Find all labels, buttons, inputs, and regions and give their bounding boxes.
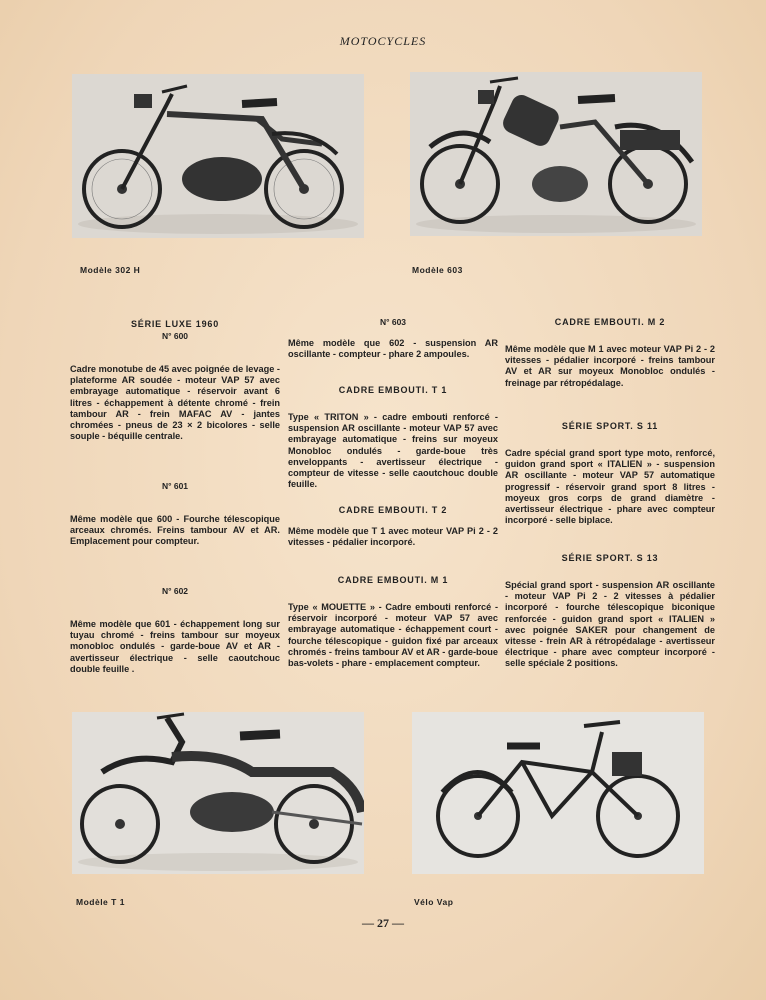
n603-description: Même modèle que 602 - suspension AR oscillante - compteur - phare 2 ampoules.	[288, 338, 498, 360]
serie-luxe-title: SÉRIE LUXE 1960	[130, 319, 220, 329]
section-t1	[288, 384, 498, 490]
photo-modele-t1	[72, 712, 364, 874]
photo-modele-302h	[72, 74, 364, 238]
section-n603	[288, 316, 498, 360]
n602-label: N° 602	[161, 586, 189, 596]
page-number: — 27 —	[362, 916, 404, 930]
cadre-m1-description: Type « MOUETTE » - Cadre embouti renforcé - réservoir incorporé - moteur VAP 57 avec embrayage automatique - échappement court - fourche télescopique - guidon fixé par arceaux chromés - freins tambour AV et AR - garde-boue bas-volets - phare - emplacement compteur.	[288, 602, 498, 669]
caption-modele-t1: Modèle T 1	[76, 897, 125, 907]
n602-description: Même modèle que 601 - échappement long sur tuyau chromé - freins tambour sur moyeux monobloc ondulés - garde-boue AV et AR - avertisseur électrique - selle caoutchouc double feuille .	[70, 619, 280, 674]
section-t2	[288, 504, 498, 548]
n601-label: N° 601	[161, 481, 189, 491]
moped-t1-image	[72, 712, 364, 874]
section-m2	[505, 316, 715, 389]
cadre-t1-description: Type « TRITON » - cadre embouti renforcé - suspension AR oscillante - moteur VAP 57 avec embrayage automatique - freins sur moyeux Monobloc ondulés - garde-boue très enveloppants - avertisseur électrique - compteur de vitesse - selle caoutchouc double feuille.	[288, 412, 498, 490]
cadre-m2-title: CADRE EMBOUTI. M 2	[554, 317, 666, 327]
caption-velo-vap: Vélo Vap	[414, 897, 454, 907]
serie-sport-s11-description: Cadre spécial grand sport type moto, renforcé, guidon grand sport « ITALIEN » - suspension AR oscillante - moteur VAP 57 automatique progressif - réservoir grand sport 8 litres - moyeux gros corps de grand diamètre - avertisseur électrique - phare avec compteur incorporé - selle biplace.	[505, 448, 715, 526]
section-s13	[505, 552, 715, 670]
section-n602	[70, 585, 280, 675]
section-s11	[505, 420, 715, 526]
serie-sport-s13-title: SÉRIE SPORT. S 13	[561, 553, 659, 563]
cadre-m1-title: CADRE EMBOUTI. M 1	[337, 575, 449, 585]
caption-modele-302h: Modèle 302 H	[80, 265, 141, 275]
cadre-t1-title: CADRE EMBOUTI. T 1	[338, 385, 448, 395]
moped-302h-image	[72, 74, 364, 238]
cadre-m2-description: Même modèle que M 1 avec moteur VAP Pi 2 - 2 vitesses - pédalier incorporé - freins tambour AV et AR sur moyeux Monobloc ondulés - freinage par rétropédalage.	[505, 344, 715, 388]
cadre-t2-description: Même modèle que T 1 avec moteur VAP Pi 2 - 2 vitesses - pédalier incorporé.	[288, 526, 498, 548]
serie-sport-s11-title: SÉRIE SPORT. S 11	[561, 421, 659, 431]
photo-velo-vap	[412, 712, 704, 874]
section-n601	[70, 480, 280, 548]
moped-603-image	[410, 72, 702, 236]
n600-label: N° 600	[161, 331, 189, 341]
n600-description: Cadre monotube de 45 avec poignée de levage - plateforme AR soudée - moteur VAP 57 avec embrayage automatique - réservoir avant 6 litres - échappement à détente chromé - frein tambour AR - frein MAFAC AV - jantes chromées - pneus de 23 × 2 bicolores - selle souple - béquille centrale.	[70, 364, 280, 442]
serie-sport-s13-description: Spécial grand sport - suspension AR oscillante - moteur VAP Pi 2 - 2 vitesses à pédalier incorporé - fourche télescopique biconique renforcée - guidon grand sport « ITALIEN » avec poignée SAKER pour changement de vitesse - frein AR à rétropédalage - avertisseur électrique - phare avec compteur incorporé - selle spéciale 2 positions.	[505, 580, 715, 669]
n603-label: N° 603	[379, 317, 407, 327]
photo-modele-603	[410, 72, 702, 236]
n601-description: Même modèle que 600 - Fourche télescopique arceaux chromés. Freins tambour AV et AR. Emplacement pour compteur.	[70, 514, 280, 547]
cadre-t2-title: CADRE EMBOUTI. T 2	[338, 505, 448, 515]
column-1	[70, 318, 280, 442]
section-m1	[288, 574, 498, 669]
caption-modele-603: Modèle 603	[412, 265, 463, 275]
velo-vap-image	[412, 712, 704, 874]
page-header: MOTOCYCLES	[339, 34, 427, 48]
